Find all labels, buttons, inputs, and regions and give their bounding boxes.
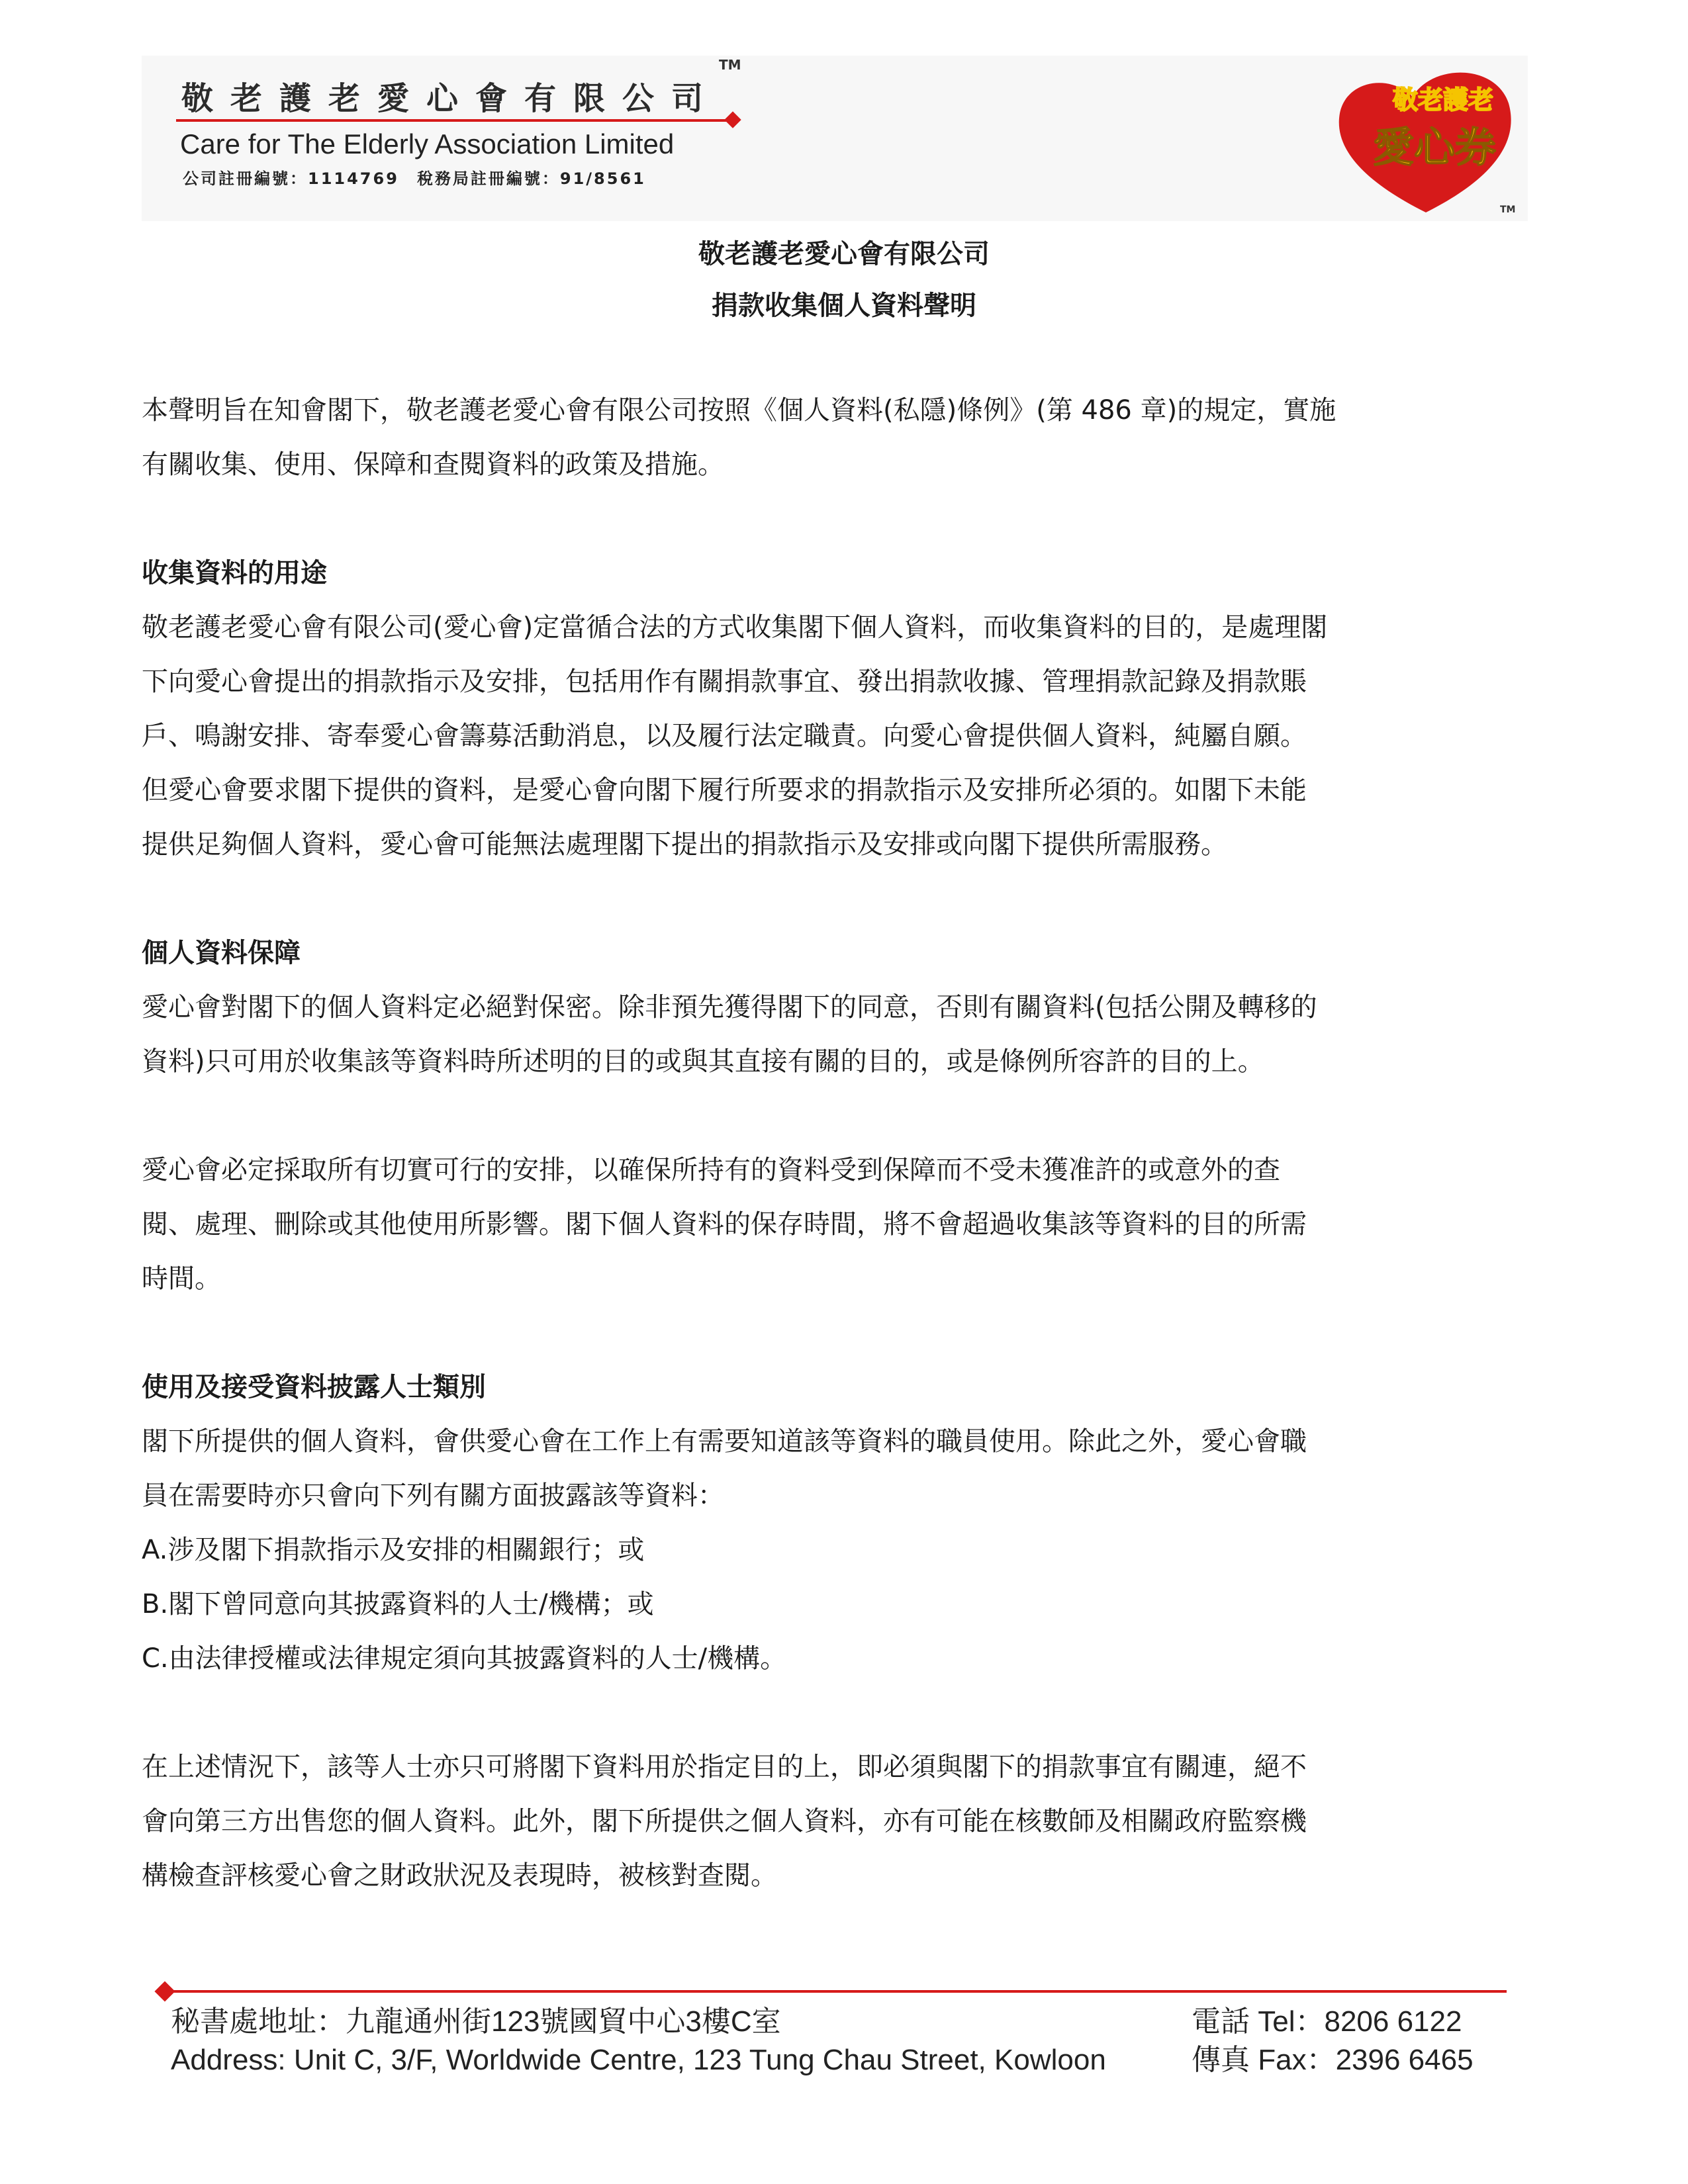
org-name-en: Care for The Elderly Association Limited: [180, 128, 675, 159]
text-line: 敬老護老愛心會有限公司(愛心會)定當循合法的方式收集閣下個人資料，而收集資料的目的，是處理閣: [142, 612, 1328, 643]
text-line: 員在需要時亦只會向下列有關方面披露該等資料：: [142, 1480, 724, 1511]
header-divider: [176, 119, 732, 122]
registration-numbers: 公司註冊編號：1114769 稅務局註冊編號：91/8561: [183, 169, 646, 188]
protection-section: [142, 926, 1538, 1089]
footer-divider: [165, 1990, 1507, 1993]
list-item: B.閣下曾同意向其披露資料的人士/機構；或: [142, 1589, 654, 1619]
text-line: 會向第三方出售您的個人資料。此外，閣下所提供之個人資料，亦有可能在核數師及相關政府監察機: [142, 1806, 1307, 1837]
diamond-icon: [154, 1981, 175, 2001]
text-line: 本聲明旨在知會閣下，敬老護老愛心會有限公司按照《個人資料(私隱)條例》(第 486 章)的規定，實施: [142, 395, 1336, 426]
list-item: A.涉及閣下捐款指示及安排的相關銀行；或: [142, 1535, 645, 1565]
intro-paragraph: [142, 383, 1538, 492]
protection-paragraph-2: [142, 1143, 1538, 1306]
list-item: C.由法律授權或法律規定須向其披露資料的人士/機構。: [142, 1643, 787, 1674]
disclosure-paragraph-2: [142, 1740, 1538, 1903]
logo-trademark: TM: [1500, 205, 1516, 215]
logo-main-text: 愛心券: [1373, 123, 1497, 171]
document-title: 敬老護老愛心會有限公司: [698, 239, 990, 269]
document-subtitle: 捐款收集個人資料聲明: [712, 291, 976, 321]
org-name-zh: 敬老護老愛心會有限公司: [181, 80, 721, 117]
text-line: 資料)只可用於收集該等資料時所述明的目的或與其直接有關的目的，或是條例所容許的目的上。: [142, 1046, 1264, 1077]
address-en: Address: Unit C, 3/F, Worldwide Centre, 123 Tung Chau Street, Kowloon: [171, 2044, 1106, 2076]
text-line: 有關收集、使用、保障和查閱資料的政策及措施。: [142, 449, 724, 480]
disclosure-section: [142, 1360, 1538, 1686]
footer-address: [171, 2003, 1106, 2079]
section-heading: 個人資料保障: [142, 938, 301, 968]
text-line: 構檢查評核愛心會之財政狀況及表現時，被核對查閱。: [142, 1860, 777, 1891]
text-line: 閣下所提供的個人資料，會供愛心會在工作上有需要知道該等資料的職員使用。除此之外，愛心會職: [142, 1426, 1307, 1457]
footer-contact: [1192, 2003, 1474, 2079]
trademark-mark: TM: [719, 57, 741, 73]
text-line: 提供足夠個人資料，愛心會可能無法處理閣下提出的捐款指示及安排或向閣下提供所需服務。: [142, 829, 1227, 860]
letterhead: [142, 56, 1528, 221]
text-line: 閱、處理、刪除或其他使用所影響。閣下個人資料的保存時間，將不會超過收集該等資料的目的所需: [142, 1209, 1307, 1240]
purpose-section: [142, 546, 1538, 872]
text-line: 時間。: [142, 1263, 221, 1294]
section-heading: 使用及接受資料披露人士類別: [142, 1372, 486, 1402]
diamond-icon: [724, 111, 741, 128]
section-heading: 收集資料的用途: [142, 558, 327, 588]
text-line: 愛心會必定採取所有切實可行的安排，以確保所持有的資料受到保障而不受未獲准許的或意外的查: [142, 1155, 1280, 1185]
telephone: 電話 Tel：8206 6122: [1192, 2005, 1462, 2038]
text-line: 在上述情況下，該等人士亦只可將閣下資料用於指定目的上，即必須與閣下的捐款事宜有關連，絕不: [142, 1752, 1307, 1782]
text-line: 下向愛心會提出的捐款指示及安排，包括用作有關捐款事宜、發出捐款收據、管理捐款記錄及捐款賬: [142, 666, 1307, 697]
logo-top-text: 敬老護老: [1393, 85, 1494, 114]
fax: 傳真 Fax：2396 6465: [1192, 2044, 1474, 2076]
text-line: 愛心會對閣下的個人資料定必絕對保密。除非預先獲得閣下的同意，否則有關資料(包括公開及轉移的: [142, 992, 1317, 1023]
address-zh: 秘書處地址：九龍通州街123號國貿中心3樓C室: [171, 2005, 781, 2038]
text-line: 但愛心會要求閣下提供的資料，是愛心會向閣下履行所要求的捐款指示及安排所必須的。如閣下未能: [142, 775, 1307, 805]
text-line: 戶、鳴謝安排、寄奉愛心會籌募活動消息，以及履行法定職責。向愛心會提供個人資料，純屬自願。: [142, 721, 1307, 751]
love-voucher-logo: [1327, 57, 1525, 222]
